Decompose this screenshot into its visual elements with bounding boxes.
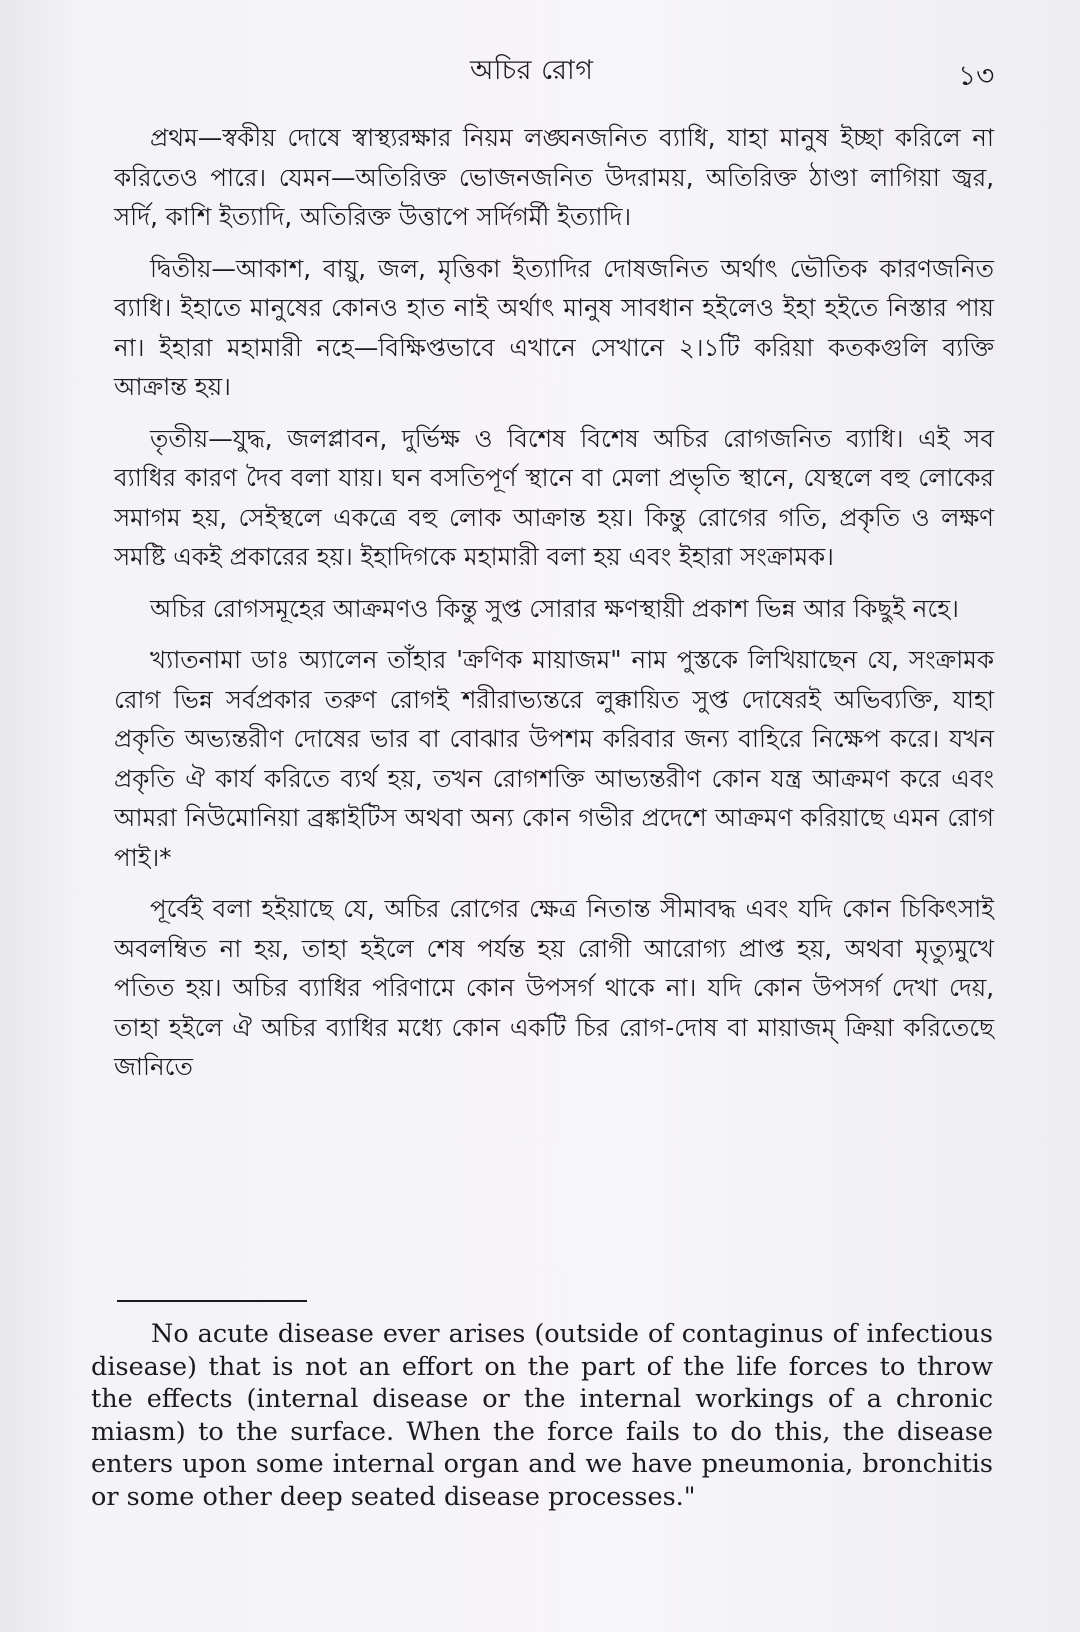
paragraph-allen-quote: খ্যাতনামা ডাঃ অ্যালেন তাঁহার 'ক্রণিক মায়াজম" নাম পুস্তকে লিখিয়াছেন যে, সংক্রামক রোগ ভিন্ন সর্বপ্রকার তরুণ রোগই শরীরাভ্যন্তরে লুক্কায়িত সুপ্ত দোষেরই অভিব্যক্তি, যাহা প্রকৃতি অভ্যন্তরীণ দোষের ভার বা বোঝার উপশম করিবার জন্য বাহিরে নিক্ষেপ করে। যখন প্রকৃতি ঐ কার্য করিতে ব্যর্থ হয়, তখন রোগশক্তি আভ্যন্তরীণ কোন যন্ত্র আক্রমণ করে এবং আমরা নিউমোনিয়া ব্রঙ্কাইটিস অথবা অন্য কোন গভীর প্রদেশে আক্রমণ করিয়াছে এমন রোগ পাই।* [114,645,994,872]
running-title: অচির রোগ [470,55,594,86]
footnote [91,1318,993,1513]
footnote-text: No acute disease ever arises (outside of contaginus of infectious disease) that is not an effort on the part of the life forces to throw the effects (internal disease or the internal workings of a chronic miasm) to the surface. When the force fails to do this, the disease enters upon some internal organ and we have pneumonia, bronchitis or some other deep seated disease processes." [91,1319,993,1512]
body-text [114,118,994,1099]
paragraph-latent-psora: অচির রোগসমূহের আক্রমণও কিন্তু সুপ্ত সোরার ক্ষণস্থায়ী প্রকাশ ভিন্ন আর কিছুই নহে। [150,593,959,623]
paragraph-second-cause: দ্বিতীয়—আকাশ, বায়ু, জল, মৃত্তিকা ইত্যাদির দোষজনিত অর্থাৎ ভৌতিক কারণজনিত ব্যাধি। ইহাতে মানুষের কোনও হাত নাই অর্থাৎ মানুষ সাবধান হইলেও ইহা হইতে নিস্তার পায় না। ইহারা মহামারী নহে—বিক্ষিপ্তভাবে এখানে সেখানে ২।১টি করিয়া কতকগুলি ব্যক্তি আক্রান্ত হয়। [114,253,994,401]
paragraph-third-cause: তৃতীয়—যুদ্ধ, জলপ্লাবন, দুর্ভিক্ষ ও বিশেষ বিশেষ অচির রোগজনিত ব্যাধি। এই সব ব্যাধির কারণ দৈব বলা যায়। ঘন বসতিপূর্ণ স্থানে বা মেলা প্রভৃতি স্থানে, যেস্থলে বহু লোকের সমাগম হয়, সেইস্থলে একত্রে বহু লোক আক্রান্ত হয়। কিন্তু রোগের গতি, প্রকৃতি ও লক্ষণ সমষ্টি একই প্রকারের হয়। ইহাদিগকে মহামারী বলা হয় এবং ইহারা সংক্রামক। [114,423,994,571]
paragraph-acute-limits: পূর্বেই বলা হইয়াছে যে, অচির রোগের ক্ষেত্র নিতান্ত সীমাবদ্ধ এবং যদি কোন চিকিৎসাই অবলম্বিত না হয়, তাহা হইলে শেষ পর্যন্ত হয় রোগী আরোগ্য প্রাপ্ত হয়, অথবা মৃত্যুমুখে পতিত হয়। অচির ব্যাধির পরিণামে কোন উপসর্গ থাকে না। যদি কোন উপসর্গ দেখা দেয়, তাহা হইলে ঐ অচির ব্যাধির মধ্যে কোন একটি চির রোগ-দোষ বা মায়াজম্ ক্রিয়া করিতেছে জানিতে [114,894,994,1081]
paragraph-first-cause: প্রথম—স্বকীয় দোষে স্বাস্থ্যরক্ষার নিয়ম লঙ্ঘনজনিত ব্যাধি, যাহা মানুষ ইচ্ছা করিলে না করিতেও পারে। যেমন—অতিরিক্ত ভোজনজনিত উদরাময়, অতিরিক্ত ঠাণ্ডা লাগিয়া জ্বর, সর্দি, কাশি ইত্যাদি, অতিরিক্ত উত্তাপে সর্দিগর্মী ইত্যাদি। [114,123,994,231]
footnote-divider [117,1300,307,1302]
page-number: ১৩ [958,59,995,92]
